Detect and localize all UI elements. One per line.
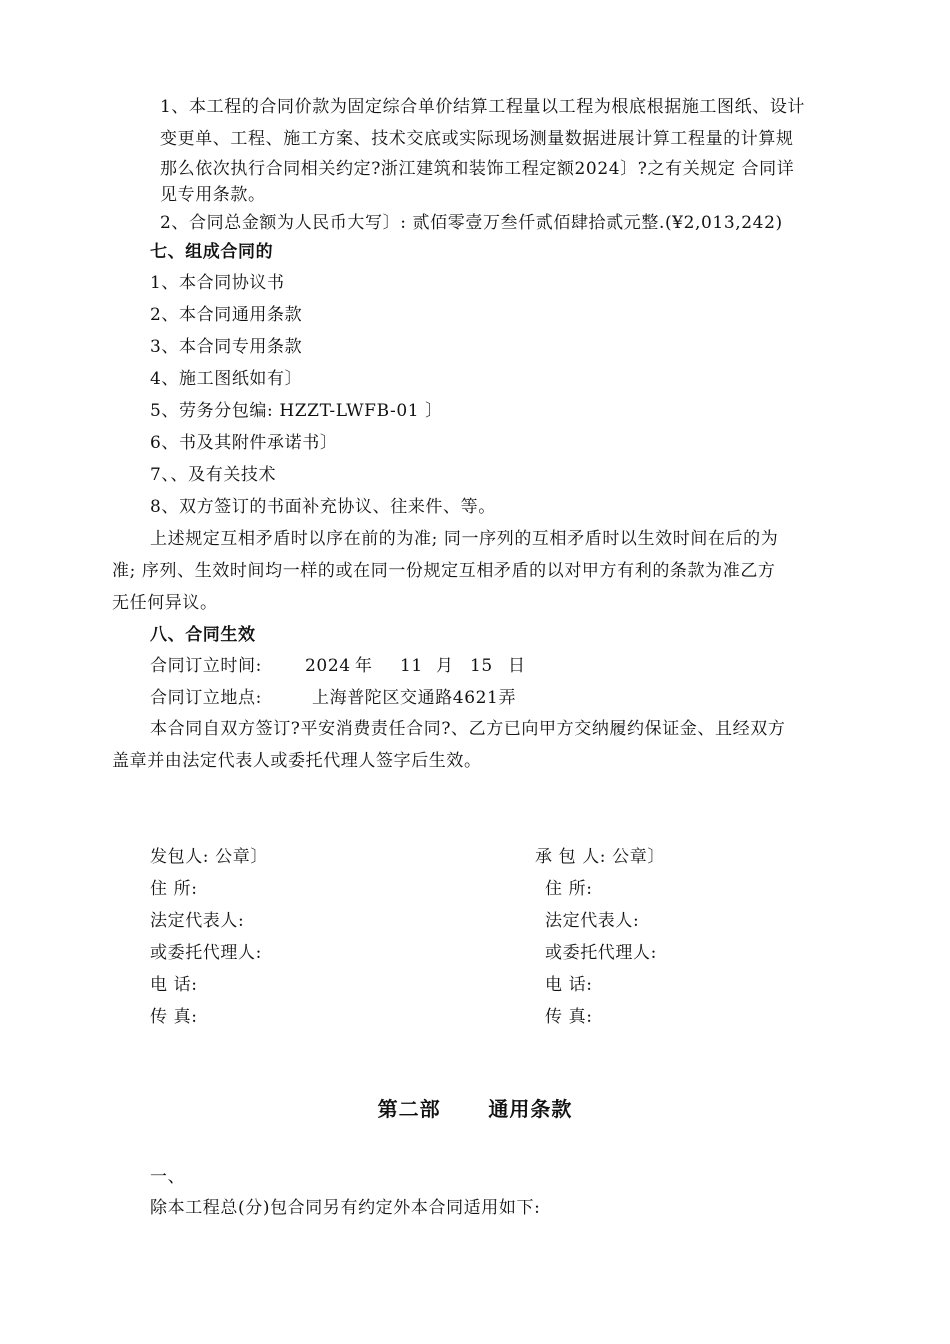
price-clause-p2: 2、合同总金额为人民币大写〕: 贰佰零壹万叁仟贰佰肆拾贰元整.(¥2,013,242) — [160, 213, 783, 233]
employer-phone-label: 电 话: — [150, 975, 198, 995]
contract-date-day: 15 — [470, 656, 493, 676]
section7-item: 2、本合同通用条款 — [150, 305, 303, 325]
price-clause-p1-line3: 那么依次执行合同相关约定?浙江建筑和装饰工程定额2024〕?之有关规定 合同详 — [160, 159, 795, 179]
part2-subheading: 一、 — [150, 1167, 186, 1187]
section8-title: 八、合同生效 — [150, 625, 256, 645]
section7-note-line2: 准; 序列、生效时间均一样的或在同一份规定互相矛盾的以对甲方有利的条款为准乙方 — [112, 561, 776, 581]
effect-clause-line1: 本合同自双方签订?平安消费责任合同?、乙方已向甲方交纳履约保证金、且经双方 — [150, 719, 786, 739]
contract-date-month-unit: 月 — [436, 656, 454, 676]
price-clause-p1-line2: 变更单、工程、施工方案、技术交底或实际现场测量数据进展计算工程量的计算规 — [160, 129, 794, 149]
employer-fax-label: 传 真: — [150, 1007, 198, 1027]
section7-item: 4、施工图纸如有〕 — [150, 369, 303, 389]
employer-agent-label: 或委托代理人: — [150, 943, 262, 963]
contractor-address-label: 住 所: — [545, 879, 593, 899]
section7-note-line3: 无任何异议。 — [112, 593, 218, 613]
contractor-phone-label: 电 话: — [545, 975, 593, 995]
section7-item: 5、劳务分包编: HZZT-LWFB-01 〕 — [150, 401, 443, 421]
contract-date-year: 2024 — [305, 656, 351, 676]
contractor-agent-label: 或委托代理人: — [545, 943, 657, 963]
contractor-fax-label: 传 真: — [545, 1007, 593, 1027]
part2-title: 第二部 通用条款 — [377, 1097, 573, 1121]
contractor-legal-rep-label: 法定代表人: — [545, 911, 640, 931]
section7-item: 7、、及有关技术 — [150, 465, 277, 485]
employer-address-label: 住 所: — [150, 879, 198, 899]
employer-party-label: 发包人: 公章〕 — [150, 847, 268, 867]
contractor-party-label: 承 包 人: 公章〕 — [535, 847, 665, 867]
contract-date-month: 11 — [400, 656, 423, 676]
contract-date-year-unit: 年 — [355, 656, 373, 676]
effect-clause-line2: 盖章并由法定代表人或委托代理人签字后生效。 — [112, 751, 482, 771]
price-clause-p1-line4: 见专用条款。 — [160, 185, 266, 205]
contract-date-day-unit: 日 — [508, 656, 526, 676]
employer-legal-rep-label: 法定代表人: — [150, 911, 245, 931]
section7-note-line1: 上述规定互相矛盾时以序在前的为准; 同一序列的互相矛盾时以生效时间在后的为 — [150, 529, 779, 549]
price-clause-p1-line1: 1、本工程的合同价款为固定综合单价结算工程量以工程为根底根据施工图纸、设计 — [160, 97, 806, 117]
section7-item: 1、本合同协议书 — [150, 273, 285, 293]
contract-place-label: 合同订立地点: — [150, 688, 262, 708]
section7-item: 3、本合同专用条款 — [150, 337, 303, 357]
section7-item: 8、双方签订的书面补充协议、往来件、等。 — [150, 497, 496, 517]
contract-date-label: 合同订立时间: — [150, 656, 262, 676]
part2-intro: 除本工程总(分)包合同另有约定外本合同适用如下: — [150, 1198, 541, 1218]
contract-place-value: 上海普陀区交通路4621弄 — [312, 688, 517, 708]
section7-item: 6、书及其附件承诺书〕 — [150, 433, 338, 453]
section7-title: 七、组成合同的 — [150, 242, 274, 262]
